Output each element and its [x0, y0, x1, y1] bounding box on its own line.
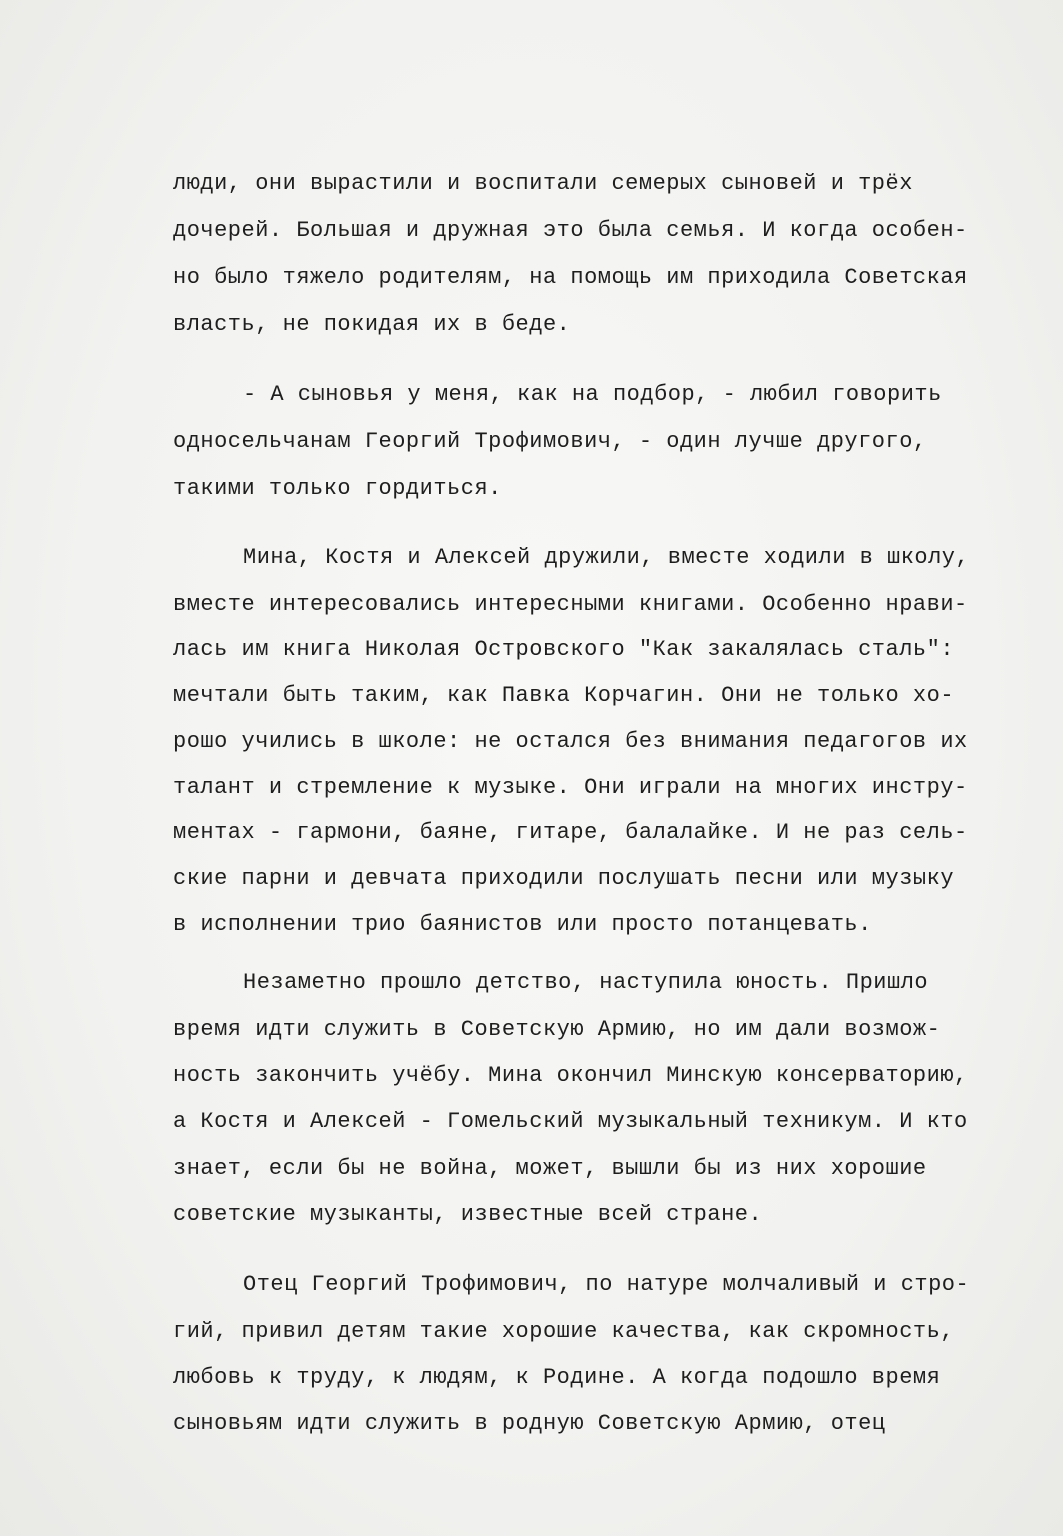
- text-line: время идти служить в Советскую Армию, но им дали возмож-: [173, 1017, 941, 1042]
- text-line: - А сыновья у меня, как на подбор, - любил говорить: [243, 382, 942, 407]
- text-line: власть, не покидая их в беде.: [173, 312, 571, 337]
- text-line: дочерей. Большая и дружная это была семья. И когда особен-: [173, 218, 968, 243]
- text-line: односельчанам Георгий Трофимович, - один лучше другого,: [173, 429, 927, 454]
- text-line: советские музыканты, известные всей стране.: [173, 1202, 763, 1227]
- text-line: рошо учились в школе: не остался без внимания педагогов их: [173, 729, 968, 754]
- text-line: люди, они вырастили и воспитали семерых сыновей и трёх: [173, 171, 913, 196]
- text-line: такими только гордиться.: [173, 476, 502, 501]
- text-line: в исполнении трио баянистов или просто потанцевать.: [173, 912, 872, 937]
- text-line: Отец Георгий Трофимович, по натуре молчаливый и стро-: [243, 1272, 970, 1297]
- text-line: ность закончить учёбу. Мина окончил Минскую консерваторию,: [173, 1063, 968, 1088]
- text-line: но было тяжело родителям, на помощь им приходила Советская: [173, 265, 968, 290]
- text-line: ментах - гармони, баяне, гитаре, балалайке. И не раз сель-: [173, 820, 968, 845]
- text-line: а Костя и Алексей - Гомельский музыкальный техникум. И кто: [173, 1109, 968, 1134]
- text-line: Мина, Костя и Алексей дружили, вместе ходили в школу,: [243, 545, 970, 570]
- text-line: Незаметно прошло детство, наступила юность. Пришло: [243, 970, 929, 995]
- text-line: ские парни и девчата приходили послушать песни или музыку: [173, 866, 955, 891]
- text-line: мечтали быть таким, как Павка Корчагин. Они не только хо-: [173, 683, 955, 708]
- text-line: гий, привил детям такие хорошие качества, как скромность,: [173, 1319, 955, 1344]
- text-line: сыновьям идти служить в родную Советскую Армию, отец: [173, 1411, 886, 1436]
- text-line: знает, если бы не война, может, вышли бы из них хорошие: [173, 1156, 927, 1181]
- text-line: талант и стремление к музыке. Они играли на многих инстру-: [173, 775, 968, 800]
- text-line: лась им книга Николая Островского "Как закалялась сталь":: [173, 637, 955, 662]
- text-line: любовь к труду, к людям, к Родине. А когда подошло время: [173, 1365, 941, 1390]
- text-line: вместе интересовались интересными книгами. Особенно нрави-: [173, 592, 968, 617]
